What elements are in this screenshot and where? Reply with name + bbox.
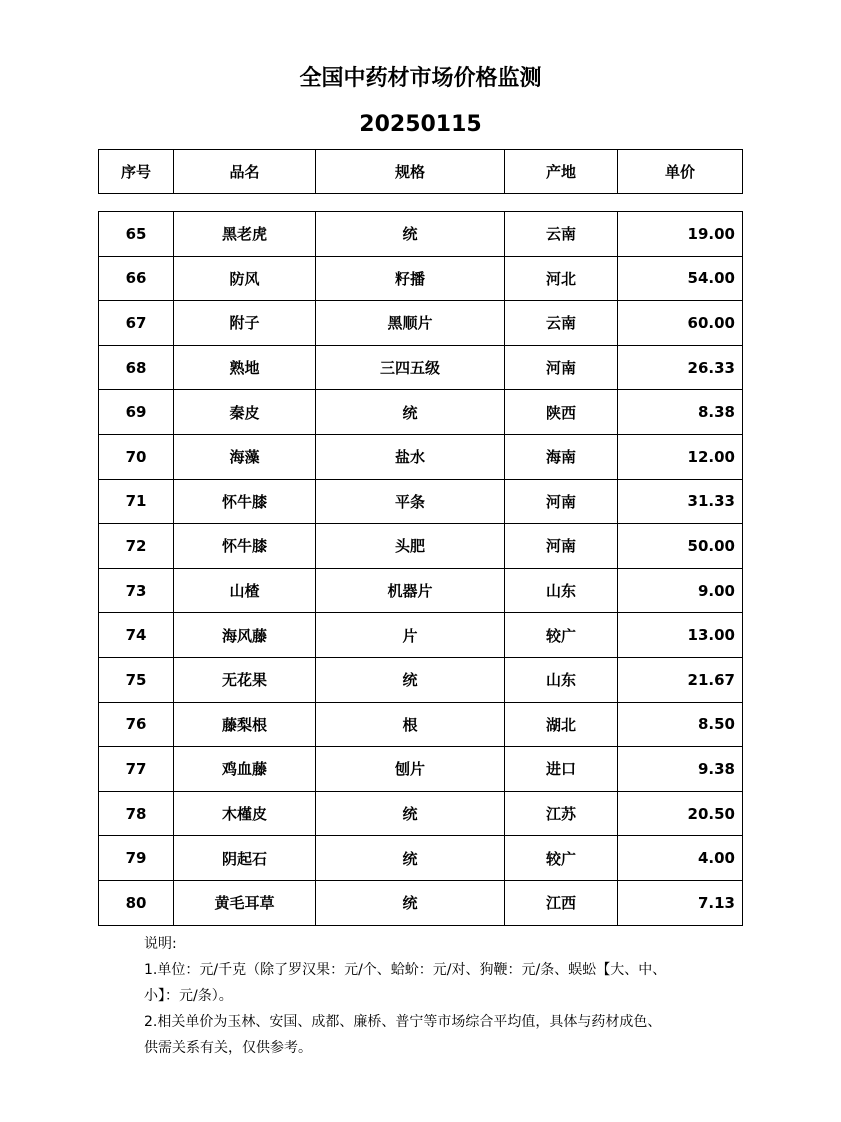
- cell-price: 9.00: [618, 568, 743, 613]
- cell-origin: 山东: [505, 657, 618, 702]
- cell-price: 31.33: [618, 479, 743, 524]
- cell-price: 50.00: [618, 524, 743, 569]
- cell-name: 海风藤: [174, 613, 316, 658]
- cell-origin: 河南: [505, 479, 618, 524]
- cell-origin: 云南: [505, 301, 618, 346]
- cell-name: 附子: [174, 301, 316, 346]
- table-row: [99, 345, 743, 390]
- table-row: [99, 479, 743, 524]
- cell-name: 黄毛耳草: [174, 880, 316, 925]
- table-row: [99, 301, 743, 346]
- table-row: [99, 212, 743, 257]
- column-header-name: 品名: [174, 150, 316, 194]
- cell-price: 8.50: [618, 702, 743, 747]
- column-header-price: 单价: [618, 150, 743, 194]
- cell-origin: 山东: [505, 568, 618, 613]
- cell-price: 13.00: [618, 613, 743, 658]
- table-row: [99, 791, 743, 836]
- column-header-spec: 规格: [316, 150, 505, 194]
- cell-no: 73: [99, 568, 174, 613]
- cell-spec: 统: [316, 880, 505, 925]
- table-row: [99, 613, 743, 658]
- cell-name: 防风: [174, 256, 316, 301]
- cell-no: 66: [99, 256, 174, 301]
- cell-spec: 机器片: [316, 568, 505, 613]
- cell-no: 71: [99, 479, 174, 524]
- header-row: [99, 150, 743, 194]
- cell-no: 70: [99, 434, 174, 479]
- cell-spec: 片: [316, 613, 505, 658]
- cell-name: 鸡血藤: [174, 747, 316, 792]
- column-header-origin: 产地: [505, 150, 618, 194]
- cell-spec: 统: [316, 212, 505, 257]
- table-row: [99, 256, 743, 301]
- table-row: [99, 836, 743, 881]
- cell-origin: 河南: [505, 524, 618, 569]
- cell-origin: 云南: [505, 212, 618, 257]
- cell-price: 21.67: [618, 657, 743, 702]
- cell-origin: 进口: [505, 747, 618, 792]
- cell-spec: 籽播: [316, 256, 505, 301]
- cell-name: 藤梨根: [174, 702, 316, 747]
- page-title: 全国中药材市场价格监测: [299, 66, 542, 91]
- cell-price: 19.00: [618, 212, 743, 257]
- cell-price: 7.13: [618, 880, 743, 925]
- cell-no: 72: [99, 524, 174, 569]
- price-table: [98, 211, 743, 926]
- cell-no: 76: [99, 702, 174, 747]
- cell-origin: 较广: [505, 836, 618, 881]
- cell-name: 黑老虎: [174, 212, 316, 257]
- cell-origin: 湖北: [505, 702, 618, 747]
- cell-no: 65: [99, 212, 174, 257]
- cell-origin: 海南: [505, 434, 618, 479]
- column-header-table: [98, 149, 743, 194]
- cell-no: 77: [99, 747, 174, 792]
- table-row: [99, 747, 743, 792]
- cell-name: 怀牛膝: [174, 479, 316, 524]
- column-header-no: 序号: [99, 150, 174, 194]
- cell-no: 67: [99, 301, 174, 346]
- cell-origin: 陕西: [505, 390, 618, 435]
- cell-price: 26.33: [618, 345, 743, 390]
- cell-spec: 统: [316, 390, 505, 435]
- cell-price: 54.00: [618, 256, 743, 301]
- cell-origin: 江苏: [505, 791, 618, 836]
- cell-no: 78: [99, 791, 174, 836]
- cell-spec: 头肥: [316, 524, 505, 569]
- cell-spec: 统: [316, 657, 505, 702]
- cell-spec: 盐水: [316, 434, 505, 479]
- cell-spec: 平条: [316, 479, 505, 524]
- cell-no: 79: [99, 836, 174, 881]
- cell-spec: 统: [316, 836, 505, 881]
- cell-name: 熟地: [174, 345, 316, 390]
- cell-name: 无花果: [174, 657, 316, 702]
- table-row: [99, 702, 743, 747]
- cell-spec: 黑顺片: [316, 301, 505, 346]
- cell-price: 4.00: [618, 836, 743, 881]
- notes-line: 小】：元/条）。: [144, 988, 233, 1004]
- cell-price: 8.38: [618, 390, 743, 435]
- cell-no: 75: [99, 657, 174, 702]
- table-row: [99, 524, 743, 569]
- cell-name: 阴起石: [174, 836, 316, 881]
- table-row: [99, 434, 743, 479]
- cell-price: 20.50: [618, 791, 743, 836]
- cell-price: 60.00: [618, 301, 743, 346]
- cell-price: 9.38: [618, 747, 743, 792]
- cell-name: 秦皮: [174, 390, 316, 435]
- notes-line: 供需关系有关，仅供参考。: [144, 1040, 312, 1056]
- cell-price: 12.00: [618, 434, 743, 479]
- table-row: [99, 880, 743, 925]
- cell-no: 69: [99, 390, 174, 435]
- cell-origin: 江西: [505, 880, 618, 925]
- table-row: [99, 568, 743, 613]
- notes-line: 1.单位：元/千克（除了罗汉果：元/个、蛤蚧：元/对、狗鞭：元/条、蜈蚣【大、中、: [144, 962, 667, 978]
- cell-spec: 刨片: [316, 747, 505, 792]
- notes-heading: 说明:: [144, 936, 177, 952]
- cell-no: 68: [99, 345, 174, 390]
- cell-name: 山楂: [174, 568, 316, 613]
- cell-spec: 三四五级: [316, 345, 505, 390]
- cell-name: 海藻: [174, 434, 316, 479]
- notes-line: 2.相关单价为玉林、安国、成都、廉桥、普宁等市场综合平均值，具体与药材成色、: [144, 1014, 662, 1030]
- cell-spec: 统: [316, 791, 505, 836]
- cell-name: 木槿皮: [174, 791, 316, 836]
- notes-section: [144, 931, 704, 1061]
- table-row: [99, 657, 743, 702]
- cell-origin: 河北: [505, 256, 618, 301]
- cell-origin: 河南: [505, 345, 618, 390]
- report-date: 20250115: [359, 112, 482, 137]
- cell-origin: 较广: [505, 613, 618, 658]
- table-row: [99, 390, 743, 435]
- cell-no: 80: [99, 880, 174, 925]
- cell-name: 怀牛膝: [174, 524, 316, 569]
- cell-no: 74: [99, 613, 174, 658]
- cell-spec: 根: [316, 702, 505, 747]
